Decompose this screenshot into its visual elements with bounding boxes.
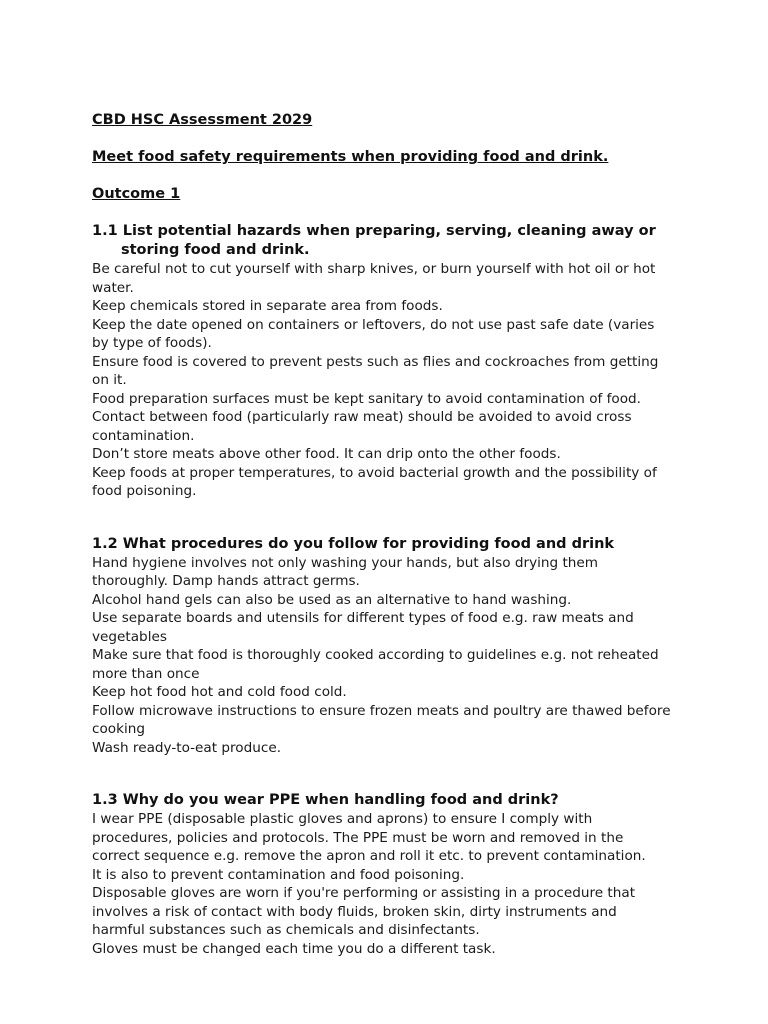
outcome-heading: Outcome 1 bbox=[92, 186, 181, 202]
body-line: Food preparation surfaces must be kept sanitary to avoid contamination of food. bbox=[92, 390, 642, 407]
body-line: Hand hygiene involves not only washing your hands, but also drying them thoroughly. Damp hands attract germs. bbox=[92, 554, 599, 589]
body-line: I wear PPE (disposable plastic gloves and aprons) to ensure I comply with procedures, policies and protocols. The PPE must be worn and removed in the correct sequence e.g. remove the apron and roll it etc. to prevent contamination. bbox=[92, 811, 646, 864]
body-line: Keep foods at proper temperatures, to avoid bacterial growth and the possibility of food poisoning. bbox=[92, 464, 657, 499]
document-subtitle: Meet food safety requirements when providing food and drink. bbox=[92, 149, 609, 165]
body-line: Gloves must be changed each time you do a different task. bbox=[92, 940, 496, 957]
body-line: Don’t store meats above other food. It can drip onto the other foods. bbox=[92, 446, 561, 462]
section-1-1 bbox=[92, 222, 672, 501]
section-1-3 bbox=[92, 791, 672, 958]
body-line: Make sure that food is thoroughly cooked according to guidelines e.g. not reheated more than once bbox=[92, 647, 659, 682]
body-line: Disposable gloves are worn if you're performing or assisting in a procedure that involves a risk of contact with body fluids, broken skin, dirty instruments and harmful substances such as chemicals and disinfectants. bbox=[92, 885, 636, 938]
section-heading: 1.1 List potential hazards when preparing, serving, cleaning away or storing food and drink. bbox=[92, 223, 656, 258]
body-line: Keep hot food hot and cold food cold. bbox=[92, 684, 347, 700]
body-line: It is also to prevent contamination and food poisoning. bbox=[92, 866, 465, 883]
body-line: Ensure food is covered to prevent pests such as flies and cockroaches from getting on it. bbox=[92, 353, 659, 388]
section-heading: 1.3 Why do you wear PPE when handling food and drink? bbox=[92, 792, 559, 808]
body-line: Be careful not to cut yourself with sharp knives, or burn yourself with hot oil or hot water. bbox=[92, 261, 656, 296]
section-1-2 bbox=[92, 535, 672, 758]
body-line: Alcohol hand gels can also be used as an alternative to hand washing. bbox=[92, 591, 572, 608]
body-line: Use separate boards and utensils for different types of food e.g. raw meats and vegetables bbox=[92, 610, 634, 645]
body-line: Wash ready-to-eat produce. bbox=[92, 739, 282, 756]
body-line: Contact between food (particularly raw meat) should be avoided to avoid cross contamination. bbox=[92, 409, 632, 444]
document-title: CBD HSC Assessment 2029 bbox=[92, 112, 313, 128]
body-line: Follow microwave instructions to ensure frozen meats and poultry are thawed before cooking bbox=[92, 702, 671, 737]
body-line: Keep the date opened on containers or leftovers, do not use past safe date (varies by type of foods). bbox=[92, 316, 655, 351]
document-page bbox=[92, 111, 672, 992]
body-line: Keep chemicals stored in separate area from foods. bbox=[92, 298, 443, 314]
section-heading: 1.2 What procedures do you follow for providing food and drink bbox=[92, 535, 615, 552]
